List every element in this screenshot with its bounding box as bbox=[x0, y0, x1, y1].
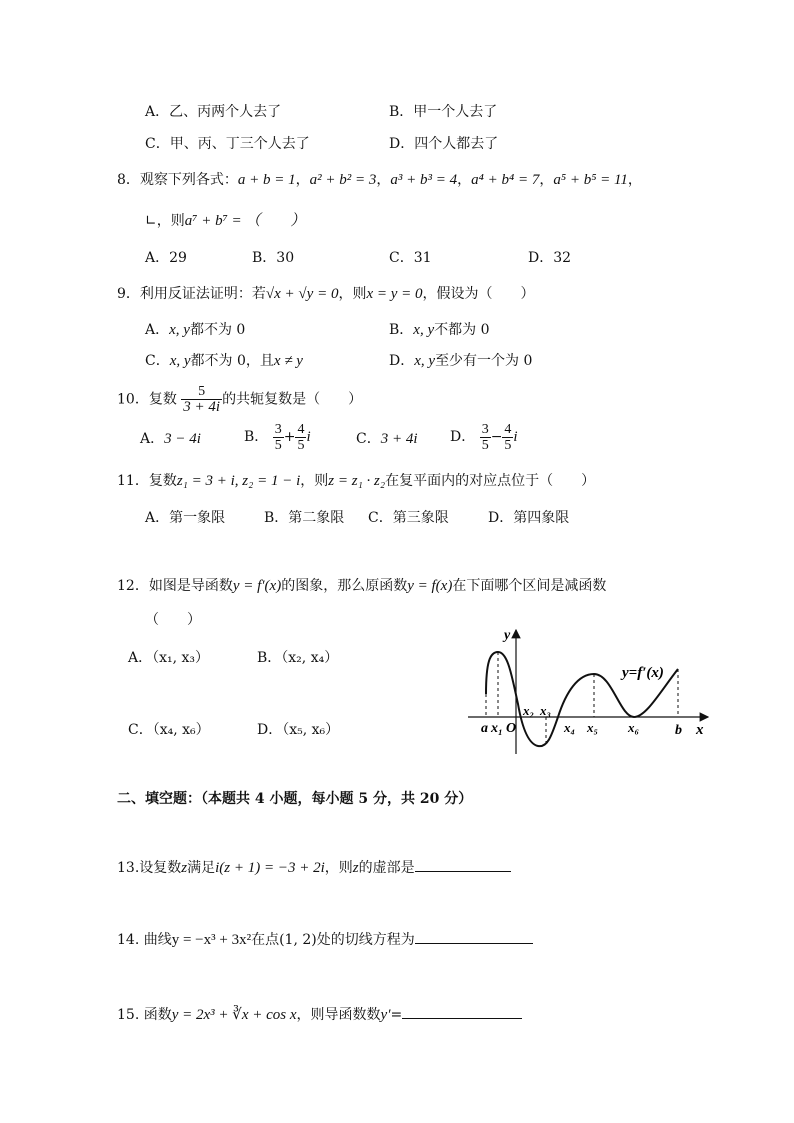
q10-option-b-n2: 4 bbox=[297, 421, 305, 437]
q10-option-c-math: 3 + 4i bbox=[380, 431, 418, 447]
q9-option-d-text: 至少有一个为 0 bbox=[435, 353, 533, 369]
q10-stem bbox=[117, 384, 362, 415]
q15-eq: y = 2x³ + ∛x + cos x bbox=[171, 1007, 297, 1023]
q9-option-a-math: x, y bbox=[169, 322, 190, 338]
q12-mid: 的图象，那么原函数 bbox=[281, 578, 408, 594]
q10-option-b-frac2 bbox=[295, 422, 306, 453]
q15-eqsign: = bbox=[390, 1007, 403, 1023]
q11-option-a[interactable]: A．第一象限 bbox=[145, 510, 226, 526]
q13-var: z bbox=[181, 860, 188, 876]
q12-derivative-graph bbox=[460, 622, 720, 757]
label-o: O bbox=[506, 721, 517, 736]
label-x2: x₂ bbox=[523, 703, 535, 718]
q13-eq: i(z + 1) = −3 + 2i bbox=[215, 860, 325, 876]
q10-option-d-i: i bbox=[513, 429, 518, 445]
q11-mid: ，则 bbox=[300, 473, 329, 489]
q10-option-b-label: B． bbox=[244, 429, 269, 445]
q8-cont: ∟，则 bbox=[145, 213, 185, 229]
q12-suffix: 在下面哪个区间是减函数 bbox=[452, 578, 607, 594]
q15-mid: ，则导函数数 bbox=[296, 1007, 381, 1023]
q11-option-d[interactable]: D．第四象限 bbox=[488, 510, 570, 526]
q7-option-a[interactable]: A．乙、丙两个人去了 bbox=[145, 104, 282, 120]
label-x5: x₅ bbox=[587, 720, 599, 735]
q8-prefix: 8．观察下列各式： bbox=[117, 172, 238, 188]
q11-suffix: 在复平面内的对应点位于（ ） bbox=[385, 473, 596, 489]
q10-option-b-d2: 5 bbox=[297, 437, 305, 453]
q12-option-a[interactable]: A．（x₁, x₃） bbox=[128, 650, 210, 666]
q9-option-c[interactable] bbox=[145, 351, 303, 371]
q9-option-a-label: A． bbox=[145, 322, 170, 338]
q9-option-b-text: 不都为 0 bbox=[434, 322, 490, 338]
q9-cond: √x + √y = 0 bbox=[265, 286, 339, 302]
q8-eq5: a⁵ + b⁵ = 11 bbox=[553, 172, 628, 188]
q8-target: a⁷ + b⁷ = （ ） bbox=[184, 213, 306, 229]
label-curve: y=f′(x) bbox=[622, 665, 664, 681]
q13-prefix: 13.设复数 bbox=[117, 860, 182, 876]
q15-prefix: 15. 函数 bbox=[117, 1007, 172, 1023]
q12-option-b[interactable]: B．（x₂, x₄） bbox=[257, 650, 339, 666]
q9-option-a[interactable] bbox=[145, 320, 245, 340]
q10-option-b-d1: 5 bbox=[274, 437, 282, 453]
q15-stem bbox=[117, 1004, 522, 1025]
q9-option-a-text: 都不为 0 bbox=[189, 322, 246, 338]
q8-stem-cont bbox=[145, 211, 305, 231]
q8-option-d[interactable]: D．32 bbox=[528, 250, 572, 266]
label-x-axis: x bbox=[696, 722, 704, 738]
q9-option-b-label: B． bbox=[389, 322, 414, 338]
q7-option-b[interactable]: B．甲一个人去了 bbox=[389, 104, 498, 120]
q10-option-b-i: i bbox=[306, 429, 311, 445]
q12-paren: （ ） bbox=[145, 612, 201, 628]
q10-option-b-op: + bbox=[283, 429, 296, 445]
q14-answer-blank[interactable] bbox=[415, 929, 533, 944]
q9-option-c-math2: x ≠ y bbox=[273, 353, 303, 369]
q10-option-c[interactable] bbox=[356, 423, 418, 455]
q7-option-c[interactable]: C．甲、丙、丁三个人去了 bbox=[145, 136, 310, 152]
q10-option-a-math: 3 − 4i bbox=[164, 431, 201, 447]
label-x6: x₆ bbox=[628, 720, 640, 735]
q12-option-d[interactable]: D．（x₅, x₆） bbox=[257, 722, 340, 738]
label-b: b bbox=[675, 723, 682, 738]
q9-option-c-text: 都不为 0，且 bbox=[190, 353, 274, 369]
q14-suffix: 在点(1, 2)处的切线方程为 bbox=[251, 932, 415, 948]
q9-stem bbox=[117, 284, 535, 304]
q10-suffix: 的共轭复数是（ ） bbox=[222, 391, 363, 408]
q13-mid1: 满足 bbox=[187, 860, 216, 876]
q10-option-b-frac1 bbox=[273, 422, 284, 453]
section2-title: 二、填空题：（本题共 4 小题，每小题 5 分，共 20 分） bbox=[117, 791, 473, 807]
q14-stem bbox=[117, 929, 533, 950]
q9-option-d-math: x, y bbox=[414, 353, 436, 369]
q10-option-d-d2: 5 bbox=[504, 437, 512, 453]
q10-frac-den: 3 + 4i bbox=[183, 399, 221, 415]
q10-option-d-frac2 bbox=[502, 422, 513, 453]
q9-option-b[interactable] bbox=[389, 320, 489, 340]
q9-concl: x = y = 0 bbox=[366, 286, 423, 302]
q12-option-c[interactable]: C．（x₄, x₆） bbox=[128, 722, 210, 738]
q8-option-c[interactable]: C．31 bbox=[389, 250, 432, 266]
q10-option-d[interactable] bbox=[450, 421, 518, 453]
q10-option-a[interactable] bbox=[140, 423, 201, 455]
q11-option-b[interactable]: B．第二象限 bbox=[264, 510, 345, 526]
q11-stem bbox=[117, 471, 595, 491]
q8-eq3: a³ + b³ = 4 bbox=[390, 172, 458, 188]
q10-option-b-n1: 3 bbox=[274, 421, 282, 437]
q10-option-d-n2: 4 bbox=[504, 421, 512, 437]
q13-var2: z bbox=[352, 860, 359, 876]
q8-option-b[interactable]: B．30 bbox=[252, 250, 295, 266]
q15-deriv: y′ bbox=[380, 1007, 391, 1023]
q9-suffix: ，假设为（ ） bbox=[422, 286, 535, 302]
q7-option-d[interactable]: D．四个人都去了 bbox=[389, 136, 499, 152]
q12-math1: y = f′(x) bbox=[232, 578, 282, 594]
q8-eq2: a² + b² = 3 bbox=[309, 172, 377, 188]
q8-eq4: a⁴ + b⁴ = 7 bbox=[471, 172, 540, 188]
q14-prefix: 14. 曲线 bbox=[117, 932, 172, 948]
q11-option-c[interactable]: C．第三象限 bbox=[368, 510, 449, 526]
q8-eq1: a + b = 1 bbox=[237, 172, 296, 188]
q10-option-a-label: A． bbox=[140, 431, 165, 447]
q10-fraction bbox=[181, 384, 222, 415]
q13-stem bbox=[117, 857, 511, 878]
q12-prefix: 12．如图是导函数 bbox=[117, 578, 233, 594]
q9-option-c-math: x, y bbox=[169, 353, 191, 369]
q15-answer-blank[interactable] bbox=[402, 1004, 522, 1019]
label-y-axis: y bbox=[504, 628, 511, 643]
q12-stem bbox=[117, 576, 606, 596]
label-x4: x₄ bbox=[564, 720, 576, 735]
q11-math2: z = z₁ · z₂ bbox=[328, 473, 386, 489]
q14-eq: y = −x³ + 3x² bbox=[171, 932, 252, 948]
q12-math2: y = f(x) bbox=[407, 578, 453, 594]
q9-mid: ，则 bbox=[338, 286, 367, 302]
q10-option-b[interactable] bbox=[244, 421, 311, 453]
q13-answer-blank[interactable] bbox=[415, 857, 511, 872]
q11-prefix: 11．复数 bbox=[117, 473, 177, 489]
q10-option-d-d1: 5 bbox=[481, 437, 489, 453]
q13-mid2: ，则 bbox=[324, 860, 353, 876]
q8-option-a[interactable]: A．29 bbox=[145, 250, 187, 266]
label-x3: x₃ bbox=[540, 703, 552, 718]
q10-option-d-op: − bbox=[490, 429, 503, 445]
q8-stem: 8．观察下列各式：a + b = 1，a² + b² = 3，a³ + b³ = 4，a⁴ + b⁴ = 7，a⁵ + b⁵ = 11， bbox=[117, 172, 642, 188]
q10-option-d-frac1 bbox=[480, 422, 491, 453]
label-a: a bbox=[481, 721, 488, 736]
q11-math1: z₁ = 3 + i, z₂ = 1 − i bbox=[176, 473, 301, 489]
q10-option-d-n1: 3 bbox=[481, 421, 489, 437]
q9-option-c-label: C． bbox=[145, 353, 170, 369]
q10-option-d-label: D． bbox=[450, 429, 476, 445]
q9-option-d[interactable] bbox=[389, 351, 532, 371]
q13-suffix: 的虚部是 bbox=[358, 860, 415, 876]
q9-option-d-label: D． bbox=[389, 353, 415, 369]
q10-option-c-label: C． bbox=[356, 431, 381, 447]
q9-prefix: 9．利用反证法证明：若 bbox=[117, 286, 266, 302]
q10-frac-num: 5 bbox=[181, 384, 222, 400]
q10-prefix: 10．复数 bbox=[117, 391, 177, 408]
q9-option-b-math: x, y bbox=[413, 322, 435, 338]
label-x1: x₁ bbox=[491, 721, 503, 736]
